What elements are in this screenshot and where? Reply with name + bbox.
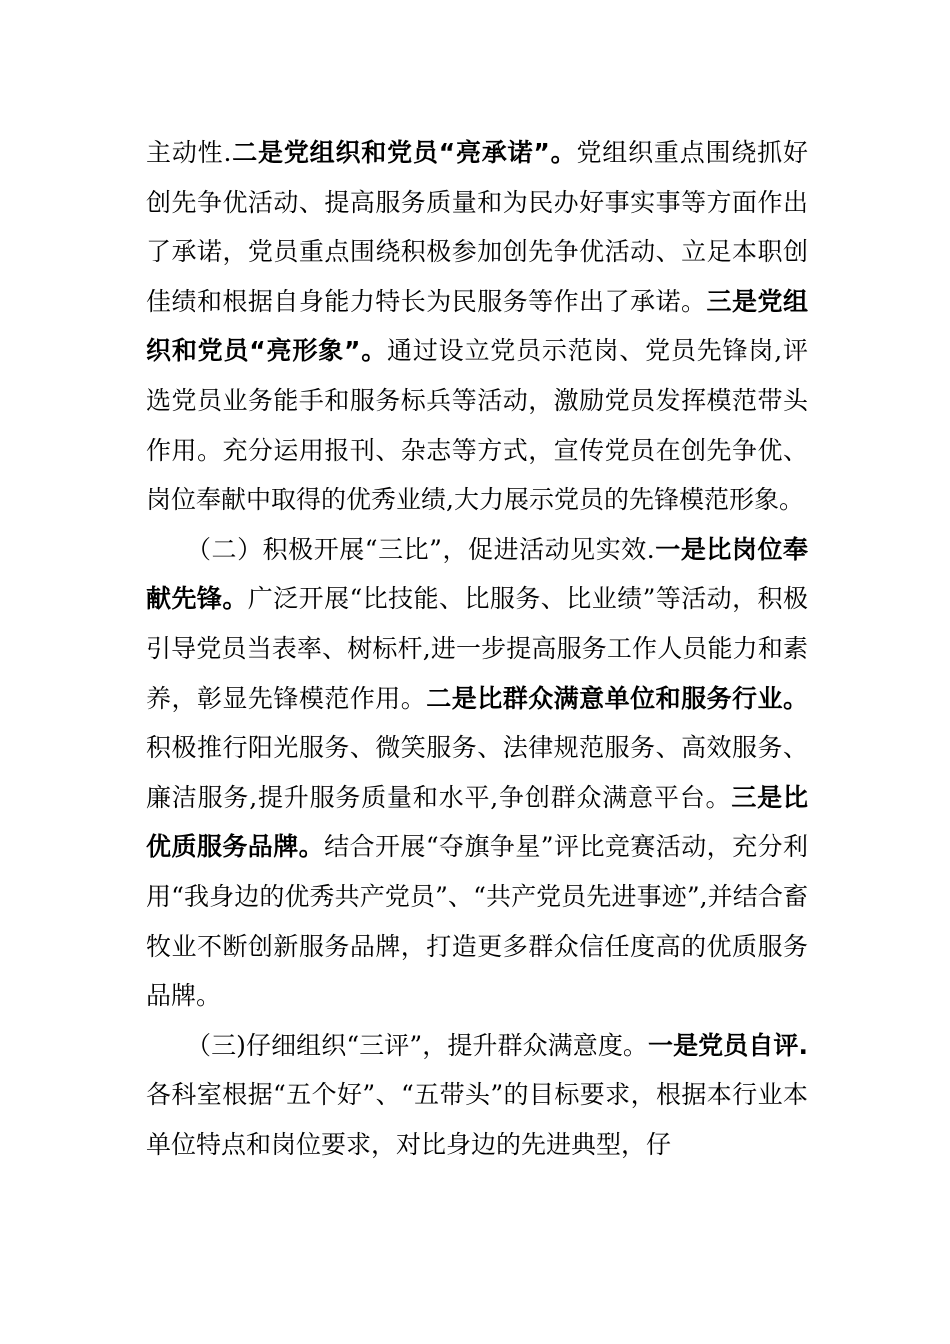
text-run: （三)仔细组织“三评”，提升群众满意度。 xyxy=(186,1030,648,1060)
paragraph-1 xyxy=(146,128,808,525)
bold-heading-run: 一是比岗位奉献先锋。 xyxy=(146,534,808,614)
text-run: 结合开展“夺旗争星”评比竞赛活动，充分利用“我身边的优秀共产党员”、“共产党员先进事迹”,并结合畜牧业不断创新服务品牌，打造更多群众信任度高的优质服务品牌。 xyxy=(146,832,808,1011)
bold-heading-run: 二是比群众满意单位和服务行业。 xyxy=(426,683,808,713)
bold-heading-run: 三是比优质服务品牌。 xyxy=(146,782,808,862)
document-body xyxy=(146,128,808,1169)
text-run: 党组织重点围绕抓好创先争优活动、提高服务质量和为民办好事实事等方面作出了承诺，党员重点围绕积极参加创先争优活动、立足本职创佳绩和根据自身能力特长为民服务等作出了承诺。 xyxy=(146,138,808,316)
text-run: 主动性. xyxy=(146,138,232,167)
bold-heading-run: 二是党组织和党员“亮承诺”。 xyxy=(231,138,577,167)
text-run: （二）积极开展“三比”，促进活动见实效. xyxy=(186,534,655,564)
text-run: 通过设立党员示范岗、党员先锋岗,评选党员业务能手和服务标兵等活动，激励党员发挥模范带头作用。充分运用报刊、杂志等方式，宣传党员在创先争优、岗位奉献中取得的优秀业绩,大力展示党员的先锋模范形象。 xyxy=(146,336,808,515)
bold-heading-run: 一是党员自评. xyxy=(648,1030,808,1060)
bold-heading-run: 三是党组织和党员“亮形象”。 xyxy=(146,286,808,366)
text-run: 各科室根据“五个好”、“五带头”的目标要求，根据本行业本单位特点和岗位要求，对比身边的先进典型，仔 xyxy=(146,1080,808,1159)
text-run: 广泛开展“比技能、比服务、比业绩”等活动，积极引导党员当表率、树标杆,进一步提高服务工作人员能力和素养，彰显先锋模范作用。 xyxy=(146,584,808,713)
text-run: 积极推行阳光服务、微笑服务、法律规范服务、高效服务、廉洁服务,提升服务质量和水平,争创群众满意平台。 xyxy=(146,733,808,812)
paragraph-3 xyxy=(146,1021,808,1170)
paragraph-2 xyxy=(146,525,808,1021)
